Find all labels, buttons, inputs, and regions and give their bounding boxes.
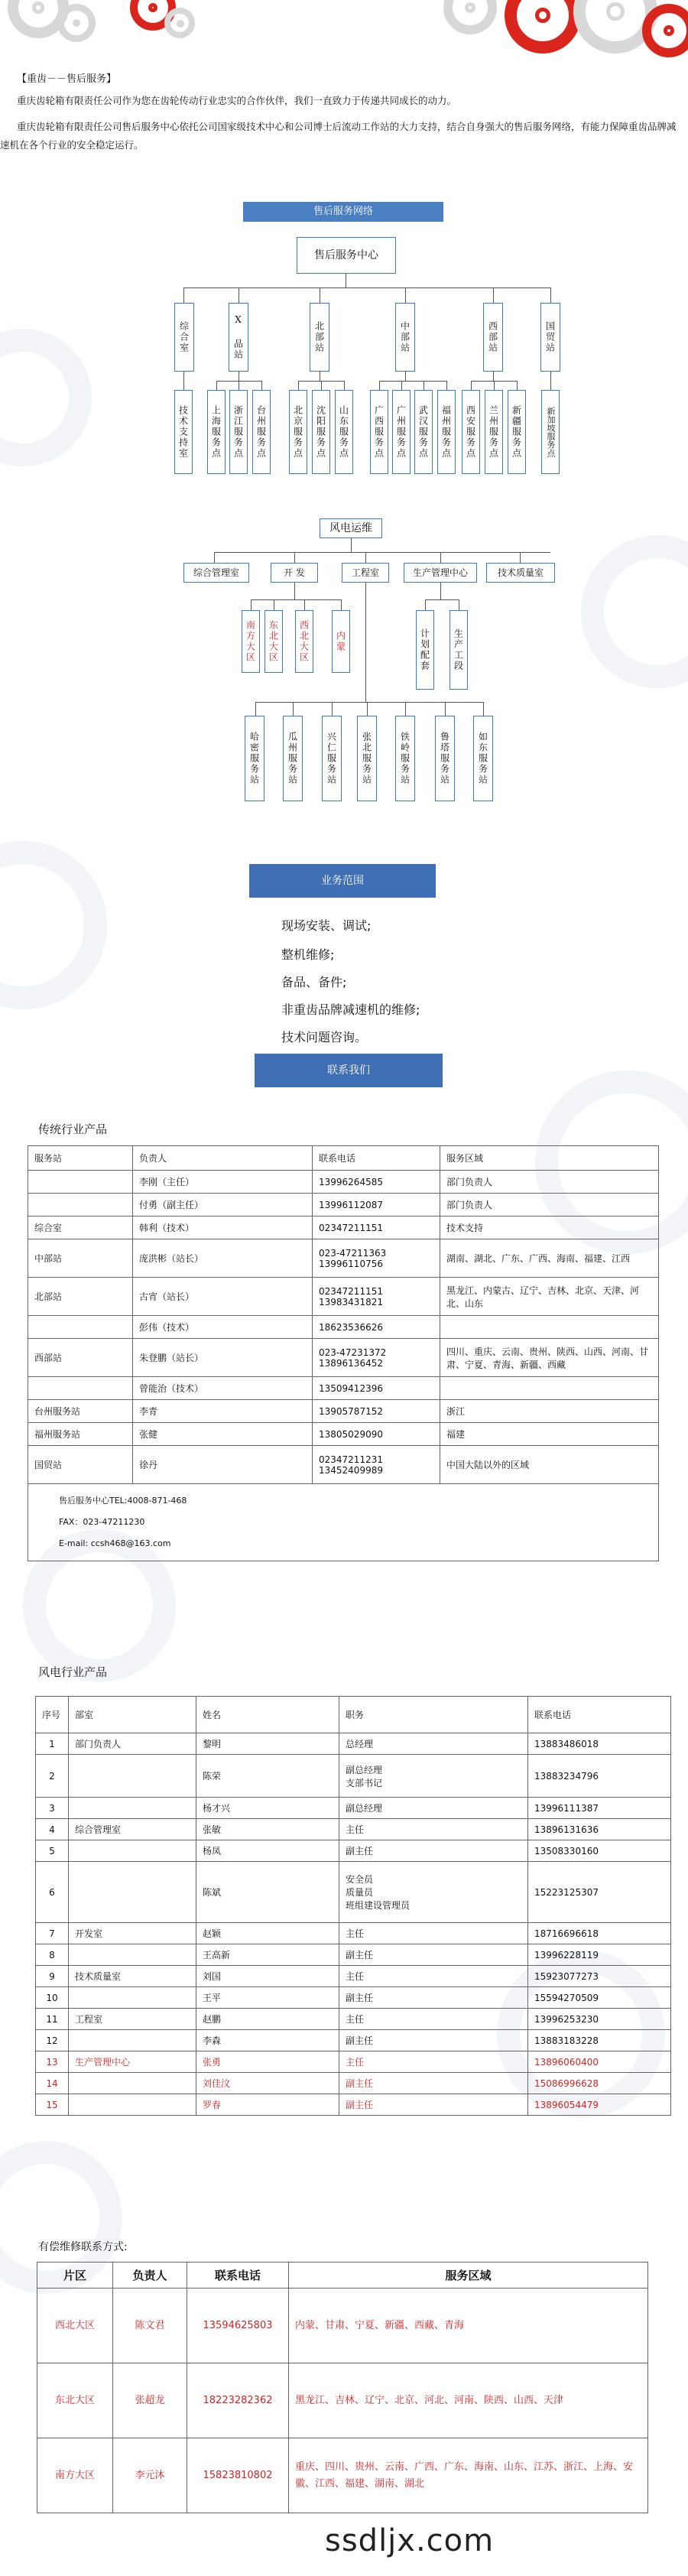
- org1-level3-box: 新疆服务点: [508, 390, 526, 474]
- table-cell: [69, 1755, 196, 1798]
- table-cell: [69, 2094, 196, 2116]
- table-cell: 赵颖: [196, 1923, 339, 1944]
- table-header-row: [37, 2263, 648, 2289]
- table-cell: 陈斌: [196, 1862, 339, 1923]
- gear-icon: [164, 8, 195, 38]
- table-row: [28, 1423, 659, 1446]
- table-cell: 8: [36, 1944, 69, 1966]
- table-cell: 副总经理: [339, 1798, 528, 1819]
- table-cell: 南方大区: [37, 2438, 113, 2513]
- table-cell: 主任: [339, 1819, 528, 1840]
- red-gear-icon: [642, 4, 688, 57]
- table-cell: 黎明: [196, 1733, 339, 1755]
- prod-unit-box: 生产工段: [449, 610, 468, 690]
- service-center-box: 售后服务中心: [297, 237, 396, 274]
- table-cell: 主任: [339, 2009, 528, 2030]
- org1-level3-box: 新加坡服务点: [541, 390, 560, 474]
- org1-level3-box: 技术支持室: [174, 390, 193, 474]
- org2-level2-box: 工程室: [342, 563, 389, 583]
- business-scope-banner: 业务范围: [249, 864, 436, 898]
- table-cell: 13594625803: [187, 2289, 289, 2363]
- red-gear-icon: [505, 0, 581, 54]
- table-cell: 彭伟（技术）: [133, 1316, 313, 1339]
- table-cell: 陈荣: [196, 1755, 339, 1798]
- column-header: 联系电话: [187, 2263, 289, 2289]
- prod-unit-box: 计划配套: [416, 610, 434, 690]
- org1-level2-box: 国贸站: [540, 303, 560, 372]
- org1-level2-box: 北部站: [310, 303, 329, 372]
- table-cell: 部门负责人: [440, 1171, 659, 1194]
- org2-level2-box: 技术质量室: [486, 563, 555, 583]
- table-header-row: [28, 1146, 659, 1171]
- table-cell: 18716696618: [528, 1923, 671, 1944]
- site-watermark: ssdljx.com: [325, 2523, 495, 2558]
- table-cell: 1: [36, 1733, 69, 1755]
- table-cell: [28, 1316, 133, 1339]
- table-row: [28, 1316, 659, 1339]
- table-cell: 朱登鹏（站长）: [133, 1339, 313, 1377]
- table-footer-row: [28, 1484, 659, 1561]
- table-cell: 东北大区: [37, 2363, 113, 2438]
- table-cell: 2: [36, 1755, 69, 1798]
- table-row: [36, 1798, 671, 1819]
- wind-station-box: 兴仁服务站: [322, 716, 342, 801]
- table-row: [28, 1400, 659, 1423]
- table-cell: 李森: [196, 2030, 339, 2051]
- table-row: [36, 2009, 671, 2030]
- table-cell: 13509412396: [313, 1377, 440, 1400]
- org1-level3-box: 浙江服务点: [229, 390, 248, 474]
- table-cell: [28, 1377, 133, 1400]
- dev-region-box: 东北大区: [264, 610, 283, 673]
- table-row: [37, 2289, 648, 2363]
- table-cell: 副总经理 支部书记: [339, 1755, 528, 1798]
- table-cell: 副主任: [339, 1840, 528, 1862]
- wind-station-box: 哈密服务站: [245, 716, 264, 801]
- scope-item: 现场安装、调试;: [281, 918, 372, 933]
- table-cell: [69, 1987, 196, 2009]
- org1-level2-box: X 品站: [229, 303, 248, 372]
- org1-level3-box: 福州服务点: [437, 390, 456, 474]
- org2-level2-box: 开 发: [271, 563, 318, 583]
- org1-level2-box: 综合室: [174, 303, 194, 372]
- gear-icon: [57, 4, 96, 42]
- table-cell: 黑龙江、内蒙古、辽宁、吉林、北京、天津、河北、山东: [440, 1278, 659, 1316]
- table-row: [36, 1862, 671, 1923]
- table-cell: 部门负责人: [440, 1194, 659, 1217]
- table-cell: 13896131636: [528, 1819, 671, 1840]
- org1-level3-box: 山东服务点: [335, 390, 353, 474]
- table-cell: 张敏: [196, 1819, 339, 1840]
- table-cell: 13883234796: [528, 1755, 671, 1798]
- table-cell: 四川、重庆、云南、贵州、陕西、山西、河南、甘肃、宁夏、青海、新疆、西藏: [440, 1339, 659, 1377]
- dev-region-box: 西北大区: [295, 610, 313, 673]
- table-cell: 13996112087: [313, 1194, 440, 1217]
- table-cell: 开发室: [69, 1923, 196, 1944]
- table-cell: 14: [36, 2073, 69, 2094]
- table-cell: 4: [36, 1819, 69, 1840]
- column-header: 职务: [339, 1697, 528, 1733]
- table-cell: 13996264585: [313, 1171, 440, 1194]
- table-cell: 副主任: [339, 1987, 528, 2009]
- org1-level2-box: 西部站: [483, 303, 503, 372]
- table-cell: 13905787152: [313, 1400, 440, 1423]
- gear-icon: [443, 0, 497, 34]
- table-row: [28, 1339, 659, 1377]
- org1-level3-box: 西安服务点: [462, 390, 480, 474]
- table-cell: 13508330160: [528, 1840, 671, 1862]
- traditional-body: [28, 1171, 659, 1484]
- table-cell: 杨凤: [196, 1840, 339, 1862]
- background-gear-icon: [0, 329, 92, 466]
- column-header: 部室: [69, 1697, 196, 1733]
- column-header: 服务区域: [440, 1146, 659, 1171]
- table-cell: [69, 2030, 196, 2051]
- wind-station-box: 铁岭服务站: [395, 716, 415, 801]
- table-cell: 古宵（站长）: [133, 1278, 313, 1316]
- table-cell: 李元沐: [113, 2438, 187, 2513]
- table-cell: 6: [36, 1862, 69, 1923]
- table-cell: 工程室: [69, 2009, 196, 2030]
- table-row: [36, 1966, 671, 1987]
- table-row: [36, 2094, 671, 2116]
- table-row: [36, 2073, 671, 2094]
- table-row: [28, 1377, 659, 1400]
- table-cell: 15594270509: [528, 1987, 671, 2009]
- intro-paragraph-1: 重庆齿轮箱有限责任公司作为您在齿轮传动行业忠实的合作伙伴，我们一直致力于传递共同成长的动力。: [17, 95, 457, 106]
- column-header: 片区: [37, 2263, 113, 2289]
- table-cell: 中部站: [28, 1239, 133, 1278]
- org1-level3-box: 沈阳服务点: [312, 390, 330, 474]
- table-cell: 技术质量室: [69, 1966, 196, 1987]
- column-header: 序号: [36, 1697, 69, 1733]
- table-cell: 13805029090: [313, 1423, 440, 1446]
- table-cell: 杨才兴: [196, 1798, 339, 1819]
- table-cell: 3: [36, 1798, 69, 1819]
- table-cell: 15823810802: [187, 2438, 289, 2513]
- table-cell: 副主任: [339, 2030, 528, 2051]
- contact-us-banner: 联系我们: [255, 1054, 443, 1087]
- background-gear-icon: [0, 841, 107, 1009]
- table-cell: 023-47211363 13996110756: [313, 1239, 440, 1278]
- table-row: [28, 1278, 659, 1316]
- table-row: [36, 1944, 671, 1966]
- table-row: [36, 1819, 671, 1840]
- table-cell: 张勇: [196, 2051, 339, 2073]
- service-email[interactable]: E-mail: ccsh468@163.com: [59, 1538, 171, 1548]
- table-row: [28, 1446, 659, 1484]
- table-cell: [440, 1377, 659, 1400]
- table-cell: 福建: [440, 1423, 659, 1446]
- table-cell: 福州服务站: [28, 1423, 133, 1446]
- table-cell: 副主任: [339, 1944, 528, 1966]
- wind-ops-root-box: 风电运维: [320, 518, 382, 538]
- org1-level3-box: 广西服务点: [370, 390, 388, 474]
- table-cell: [69, 1840, 196, 1862]
- table-cell: 黑龙江、吉林、辽宁、北京、河北、河南、陕西、山西、天津: [289, 2363, 648, 2438]
- table-cell: 韩利（技术）: [133, 1217, 313, 1239]
- table-row: [28, 1194, 659, 1217]
- table-row: [36, 2051, 671, 2073]
- intro-paragraph-2: 重庆齿轮箱有限责任公司售后服务中心依托公司国家级技术中心和公司博士后流动工作站的大力支持，结合自身强大的售后服务网络，有能力保障重齿品牌减速机在各个行业的安全稳定运行。: [0, 121, 677, 151]
- scope-item: 整机维修;: [281, 947, 335, 962]
- table-cell: 西部站: [28, 1339, 133, 1377]
- table-cell: [28, 1194, 133, 1217]
- table-cell: 02347211151 13983431821: [313, 1278, 440, 1316]
- table-cell: 13996253230: [528, 2009, 671, 2030]
- table-cell: 付勇（副主任）: [133, 1194, 313, 1217]
- table-cell: 7: [36, 1923, 69, 1944]
- table-cell: 国贸站: [28, 1446, 133, 1484]
- table-row: [28, 1217, 659, 1239]
- table-cell: 15223125307: [528, 1862, 671, 1923]
- wind-title: 风电行业产品: [38, 1665, 108, 1679]
- wind-table: [35, 1696, 671, 2116]
- table-cell: 18223282362: [187, 2363, 289, 2438]
- column-header: 姓名: [196, 1697, 339, 1733]
- table-cell: 曾能治（技术）: [133, 1377, 313, 1400]
- traditional-title: 传统行业产品: [38, 1122, 108, 1136]
- wind-station-box: 张北服务站: [357, 716, 377, 801]
- table-row: [36, 1840, 671, 1862]
- service-network-banner: 售后服务网络: [243, 202, 443, 222]
- table-cell: 15086996628: [528, 2073, 671, 2094]
- table-cell: 王平: [196, 1987, 339, 2009]
- table-row: [36, 2030, 671, 2051]
- table-cell: 赵鹏: [196, 2009, 339, 2030]
- table-cell: 15: [36, 2094, 69, 2116]
- table-cell: 重庆、四川、贵州、云南、广西、广东、海南、山东、江苏、浙江、上海、安徽、江西、福建、湖南、湖北: [289, 2438, 648, 2513]
- table-cell: 13996228119: [528, 1944, 671, 1966]
- table-cell: 刘佳汶: [196, 2073, 339, 2094]
- table-cell: [69, 1798, 196, 1819]
- table-cell: 13996111387: [528, 1798, 671, 1819]
- repair-title: 有偿维修联系方式:: [38, 2241, 128, 2253]
- table-cell: 北部站: [28, 1278, 133, 1316]
- table-cell: 西北大区: [37, 2289, 113, 2363]
- table-cell: 13: [36, 2051, 69, 2073]
- table-cell: 13896060400: [528, 2051, 671, 2073]
- repair-table: [37, 2262, 648, 2513]
- background-gear-icon: [581, 535, 688, 688]
- table-cell: 浙江: [440, 1400, 659, 1423]
- service-tel: 售后服务中心TEL:4008-871-468: [59, 1496, 187, 1506]
- org1-level2-box: 中部站: [395, 303, 415, 372]
- table-cell: [69, 2073, 196, 2094]
- table-cell: 李青: [133, 1400, 313, 1423]
- table-cell: 张超龙: [113, 2363, 187, 2438]
- org2-level2-box: 综合管理室: [183, 563, 249, 583]
- table-cell: [69, 1862, 196, 1923]
- table-cell: 副主任: [339, 2094, 528, 2116]
- table-cell: 徐丹: [133, 1446, 313, 1484]
- table-row: [36, 1755, 671, 1798]
- table-cell: 技术支持: [440, 1217, 659, 1239]
- scope-item: 备品、备件;: [281, 975, 347, 989]
- table-row: [28, 1239, 659, 1278]
- table-cell: 18623536626: [313, 1316, 440, 1339]
- table-cell: 庞洪彬（站长）: [133, 1239, 313, 1278]
- page-header: 【重齿－－售后服务】: [17, 73, 117, 85]
- wind-body: [36, 1733, 671, 2116]
- table-cell: 刘国: [196, 1966, 339, 1987]
- service-fax: FAX：023-47211230: [59, 1517, 145, 1527]
- table-cell: 李刚（主任）: [133, 1171, 313, 1194]
- table-row: [36, 1733, 671, 1755]
- dev-region-box: 南方大区: [242, 610, 260, 673]
- column-header: 联系电话: [313, 1146, 440, 1171]
- table-cell: 13883486018: [528, 1733, 671, 1755]
- table-cell: 13883183228: [528, 2030, 671, 2051]
- column-header: 服务区域: [289, 2263, 648, 2289]
- table-cell: 主任: [339, 1966, 528, 1987]
- table-cell: 张健: [133, 1423, 313, 1446]
- table-cell: 023-47231372 13896136452: [313, 1339, 440, 1377]
- table-cell: 综合管理室: [69, 1819, 196, 1840]
- table-row: [28, 1171, 659, 1194]
- table-row: [37, 2438, 648, 2513]
- org1-level3-box: 北京服务点: [289, 390, 307, 474]
- table-cell: 5: [36, 1840, 69, 1862]
- column-header: 服务站: [28, 1146, 133, 1171]
- table-header-row: [36, 1697, 671, 1733]
- table-row: [36, 1987, 671, 2009]
- repair-body: [37, 2289, 648, 2513]
- table-cell: 13896054479: [528, 2094, 671, 2116]
- table-cell: 副主任: [339, 2073, 528, 2094]
- org1-level3-box: 上海服务点: [207, 390, 226, 474]
- table-cell: 台州服务站: [28, 1400, 133, 1423]
- table-cell: 中国大陆以外的区域: [440, 1446, 659, 1484]
- org1-level3-box: 台州服务点: [252, 390, 271, 474]
- scope-item: 非重齿品牌减速机的维修;: [281, 1002, 420, 1017]
- column-header: 负责人: [113, 2263, 187, 2289]
- dev-region-box: 内蒙: [332, 610, 350, 673]
- table-cell: 生产管理中心: [69, 2051, 196, 2073]
- column-header: 负责人: [133, 1146, 313, 1171]
- table-cell: 湖南、湖北、广东、广西、海南、福建、江西: [440, 1239, 659, 1278]
- table-row: [36, 1923, 671, 1944]
- table-cell: 02347211231 13452409989: [313, 1446, 440, 1484]
- table-cell: 陈文君: [113, 2289, 187, 2363]
- org1-level3-box: 兰州服务点: [485, 390, 503, 474]
- column-header: 联系电话: [528, 1697, 671, 1733]
- table-cell: [69, 1944, 196, 1966]
- table-cell: 罗春: [196, 2094, 339, 2116]
- org1-level3-box: 广州服务点: [392, 390, 411, 474]
- table-cell: 02347211151: [313, 1217, 440, 1239]
- table-cell: [28, 1171, 133, 1194]
- table-cell: [440, 1316, 659, 1339]
- wind-station-box: 鲁塔服务站: [435, 716, 455, 801]
- table-cell: 9: [36, 1966, 69, 1987]
- table-row: [37, 2363, 648, 2438]
- table-cell: 王高新: [196, 1944, 339, 1966]
- table-cell: 15923077273: [528, 1966, 671, 1987]
- table-cell: 综合室: [28, 1217, 133, 1239]
- wind-station-box: 瓜州服务站: [283, 716, 303, 801]
- table-cell: 主任: [339, 1923, 528, 1944]
- table-cell: 部门负责人: [69, 1733, 196, 1755]
- org2-level2-box: 生产管理中心: [404, 563, 477, 583]
- scope-item: 技术问题咨询。: [281, 1030, 368, 1044]
- table-cell: 总经理: [339, 1733, 528, 1755]
- table-cell: 内蒙、甘肃、宁夏、新疆、西藏、青海: [289, 2289, 648, 2363]
- traditional-table: [28, 1145, 659, 1561]
- wind-station-box: 如东服务站: [473, 716, 493, 801]
- table-cell: 主任: [339, 2051, 528, 2073]
- table-cell: 11: [36, 2009, 69, 2030]
- table-cell: 10: [36, 1987, 69, 2009]
- org1-level3-box: 武汉服务点: [414, 390, 433, 474]
- table-cell: 安全员 质量员 班组建设管理员: [339, 1862, 528, 1923]
- table-cell: 12: [36, 2030, 69, 2051]
